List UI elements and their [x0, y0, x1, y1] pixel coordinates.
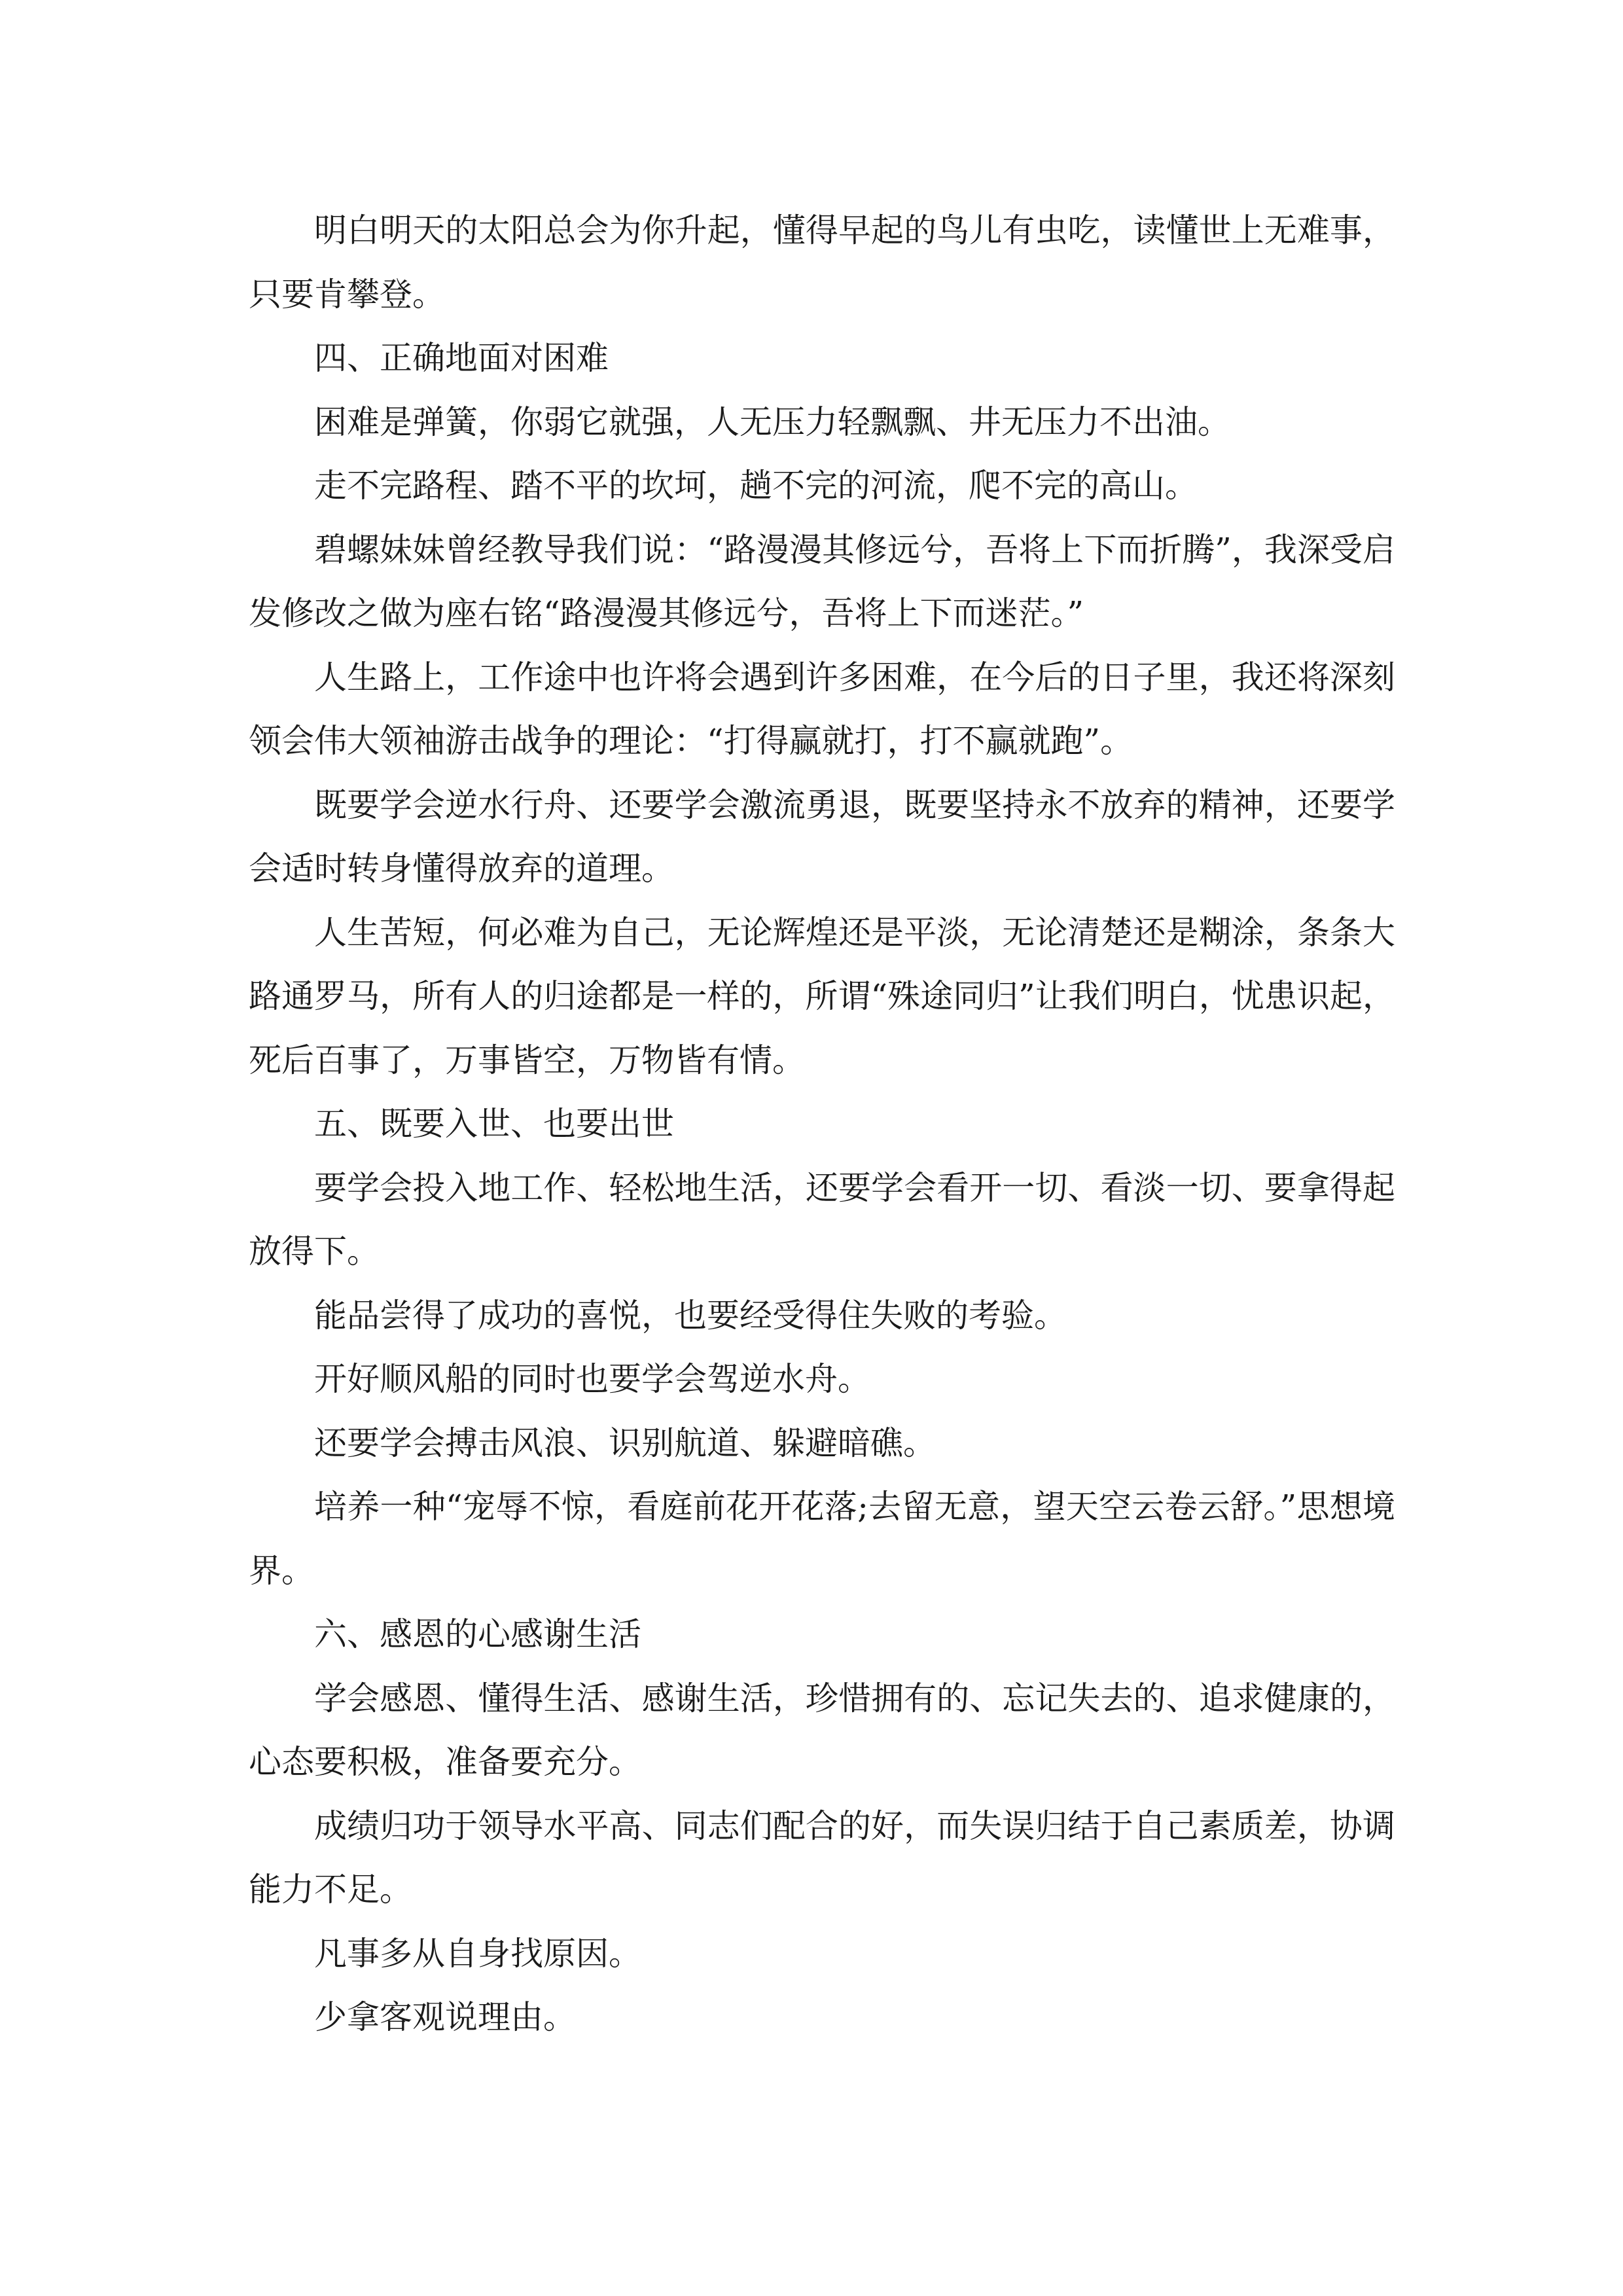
- paragraph: 人生苦短，何必难为自己，无论辉煌还是平淡，无论清楚还是糊涂，条条大路通罗马，所有人的归途都是一样的，所谓“殊途同归”让我们明白，忧患识起，死后百事了，万事皆空，万物皆有情。: [249, 913, 1395, 1079]
- document-page: [249, 199, 1395, 2050]
- paragraph: 困难是弹簧，你弱它就强，人无压力轻飘飘、井无压力不出油。: [314, 403, 1230, 441]
- paragraph: 人生路上，工作途中也许将会遇到许多困难，在今后的日子里，我还将深刻领会伟大领袖游击战争的理论：“打得赢就打，打不赢就跑”。: [249, 658, 1395, 760]
- paragraph: 开好顺风船的同时也要学会驾逆水舟。: [314, 1360, 870, 1398]
- paragraph: 成绩归功于领导水平高、同志们配合的好，而失误归结于自己素质差，协调能力不足。: [249, 1806, 1395, 1909]
- paragraph: 明白明天的太阳总会为你升起，懂得早起的鸟儿有虫吃，读懂世上无难事，只要肯攀登。: [249, 211, 1395, 314]
- paragraph: 碧螺妹妹曾经教导我们说：“路漫漫其修远兮，吾将上下而折腾”，我深受启发修改之做为座右铭“路漫漫其修远兮，吾将上下而迷茫。”: [249, 530, 1395, 632]
- paragraph: 凡事多从自身找原因。: [314, 1934, 641, 1973]
- paragraph: 培养一种“宠辱不惊，看庭前花开花落;去留无意，望天空云卷云舒。”思想境界。: [249, 1488, 1395, 1590]
- paragraph: 还要学会搏击风浪、识别航道、躲避暗礁。: [314, 1424, 936, 1462]
- section-heading: 五、既要入世、也要出世: [314, 1105, 674, 1143]
- paragraph: 能品尝得了成功的喜悦，也要经受得住失败的考验。: [314, 1296, 1067, 1335]
- section-heading: 四、正确地面对困难: [314, 339, 609, 377]
- paragraph: 学会感恩、懂得生活、感谢生活，珍惜拥有的、忘记失去的、追求健康的，心态要积极，准备要充分。: [249, 1679, 1395, 1781]
- section-heading: 六、感恩的心感谢生活: [314, 1615, 641, 1653]
- paragraph: 既要学会逆水行舟、还要学会激流勇退，既要坚持永不放弃的精神，还要学会适时转身懂得放弃的道理。: [249, 785, 1395, 888]
- paragraph: 少拿客观说理由。: [314, 1998, 576, 2036]
- paragraph: 走不完路程、踏不平的坎坷，趟不完的河流，爬不完的高山。: [314, 467, 1198, 505]
- paragraph: 要学会投入地工作、轻松地生活，还要学会看开一切、看淡一切、要拿得起放得下。: [249, 1168, 1395, 1270]
